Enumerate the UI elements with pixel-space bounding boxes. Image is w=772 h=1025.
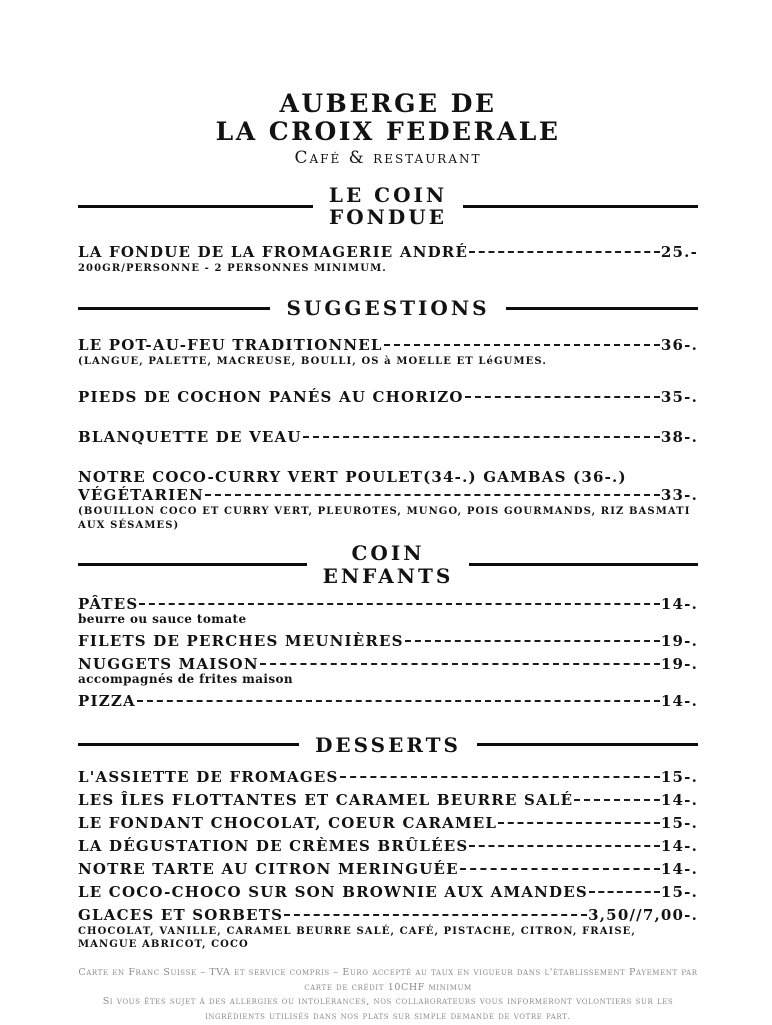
restaurant-title — [78, 90, 698, 145]
item-name: GLACES ET SORBETS — [78, 905, 284, 924]
item-name: LES ÎLES FLOTTANTES ET CARAMEL BEURRE SALÉ — [78, 790, 574, 809]
heading-rule-right — [506, 307, 698, 310]
item-price: 35-. — [660, 388, 698, 407]
item-name: LE POT-AU-FEU TRADITIONNEL — [78, 335, 383, 354]
item-price: 19-. — [660, 631, 698, 650]
item-price: 25.- — [660, 242, 698, 261]
item-name: BLANQUETTE DE VEAU — [78, 428, 302, 447]
item-name: PIEDS DE COCHON PANÉS AU CHORIZO — [78, 388, 464, 407]
restaurant-subtitle: Café & restaurant — [294, 148, 482, 168]
leader-dashes — [205, 494, 660, 496]
item-note: CHOCOLAT, VANILLE, CARAMEL BEURRE SALÉ, CAFÉ, PISTACHE, CITRON, FRAISE, MANGUE ABRICOT, COCO — [78, 925, 636, 951]
section-heading — [78, 297, 698, 319]
section-title-line1: COIN — [351, 541, 425, 566]
section-enfants — [78, 542, 698, 709]
item-price: 36-. — [660, 335, 698, 354]
item-name-line1: NOTRE COCO-CURRY VERT POULET(34-.) GAMBAS (36-.) — [78, 468, 627, 487]
item-price: 14-. — [660, 836, 698, 855]
title-line1: AUBERGE DE — [279, 89, 497, 118]
section-title — [323, 542, 454, 587]
menu-item — [78, 814, 698, 832]
item-name: LE COCO-CHOCO SUR SON BROWNIE AUX AMANDES — [78, 882, 588, 901]
item-price: 19-. — [660, 654, 698, 673]
leader-dashes — [498, 822, 660, 824]
item-name: VÉGÉTARIEN — [78, 486, 204, 505]
heading-rule-right — [469, 563, 698, 566]
heading-rule-right — [477, 743, 698, 746]
title-line2: LA CROIX FEDERALE — [215, 116, 561, 146]
item-name: LE FONDANT CHOCOLAT, COEUR CARAMEL — [78, 813, 498, 832]
section-title: SUGGESTIONS — [286, 296, 490, 321]
menu-item — [78, 791, 698, 809]
menu-item — [78, 860, 698, 878]
menu-item — [78, 632, 698, 650]
item-name: L'ASSIETTE DE FROMAGES — [78, 767, 339, 786]
item-price: 14-. — [660, 859, 698, 878]
item-price: 33-. — [660, 486, 698, 505]
section-suggestions — [78, 297, 698, 532]
menu-item — [78, 243, 698, 261]
leader-dashes — [260, 663, 660, 665]
menu-item — [78, 428, 698, 446]
section-title-line2: ENFANTS — [322, 563, 454, 588]
leader-dashes — [460, 868, 660, 870]
menu-item — [78, 388, 698, 406]
menu-item — [78, 486, 698, 504]
item-note: (LANGUE, PALETTE, MACREUSE, BOULLI, OS à MOELLE ET LéGUMES. — [78, 355, 547, 367]
item-name: NOTRE TARTE AU CITRON MERINGUÉE — [78, 859, 459, 878]
leader-dashes — [405, 640, 660, 642]
item-price: 15-. — [660, 767, 698, 786]
section-heading — [78, 542, 698, 587]
item-name: NUGGETS MAISON — [78, 654, 259, 673]
section-title: DESSERTS — [315, 732, 461, 757]
item-name: PIZZA — [78, 691, 136, 710]
leader-dashes — [589, 891, 660, 893]
menu-item — [78, 906, 698, 924]
footer-line1: Carte en Franc Suisse – TVA et service compris – Euro accepté au taux en vigueur dans l'établissement Payement par carte de crédit 10CHF minimum — [78, 966, 698, 993]
item-price: 14-. — [660, 691, 698, 710]
item-price: 15-. — [660, 882, 698, 901]
menu-item — [78, 655, 698, 673]
heading-rule-right — [463, 205, 698, 208]
heading-rule-left — [78, 205, 313, 208]
leader-dashes — [469, 251, 660, 253]
menu-item — [78, 595, 698, 613]
item-price: 38-. — [660, 428, 698, 447]
leader-dashes — [469, 845, 660, 847]
menu-item — [78, 883, 698, 901]
item-price: 3,50//7,00-. — [588, 905, 698, 924]
leader-dashes — [139, 603, 659, 605]
section-desserts — [78, 734, 698, 952]
footer-line2: Si vous êtes sujet à des allergies ou intolérances, nos collaborateurs vous informeront volontiers sur les ingrédients utilisés dans nos plats sur simple demande de votre part. — [102, 996, 674, 1023]
leader-dashes — [137, 700, 660, 702]
item-price: 14-. — [660, 790, 698, 809]
leader-dashes — [303, 436, 660, 438]
menu-item — [78, 336, 698, 354]
leader-dashes — [574, 799, 660, 801]
section-heading — [78, 734, 698, 756]
menu-item — [78, 837, 698, 855]
item-note: (BOUILLON COCO ET CURRY VERT, PLEUROTES, MUNGO, POIS GOURMANDS, RIZ BASMATI AUX SÉSAMES) — [78, 506, 691, 531]
section-heading — [78, 184, 698, 229]
heading-rule-left — [78, 743, 299, 746]
leader-dashes — [465, 396, 660, 398]
item-price: 15-. — [660, 813, 698, 832]
item-name: PÂTES — [78, 594, 139, 613]
leader-dashes — [340, 776, 660, 778]
heading-rule-left — [78, 307, 270, 310]
item-price: 14-. — [660, 594, 698, 613]
menu-item — [78, 768, 698, 786]
section-fondue — [78, 184, 698, 275]
footer — [78, 966, 698, 1025]
section-title-line1: LE COIN — [328, 183, 448, 207]
leader-dashes — [384, 344, 660, 346]
item-name: FILETS DE PERCHES MEUNIÈRES — [78, 631, 404, 650]
leader-dashes — [284, 914, 587, 916]
item-name: LA FONDUE DE LA FROMAGERIE ANDRÉ — [78, 242, 469, 261]
item-note: 200GR/PERSONNE - 2 PERSONNES MINIMUM. — [78, 262, 387, 274]
item-note: accompagnés de frites maison — [78, 671, 294, 686]
menu-item — [78, 692, 698, 710]
item-note: beurre ou sauce tomate — [78, 611, 247, 626]
item-name: LA DÉGUSTATION DE CRÈMES BRÛLÉES — [78, 836, 469, 855]
section-title-line2: FONDUE — [329, 205, 447, 230]
section-title — [329, 184, 447, 229]
heading-rule-left — [78, 563, 307, 566]
